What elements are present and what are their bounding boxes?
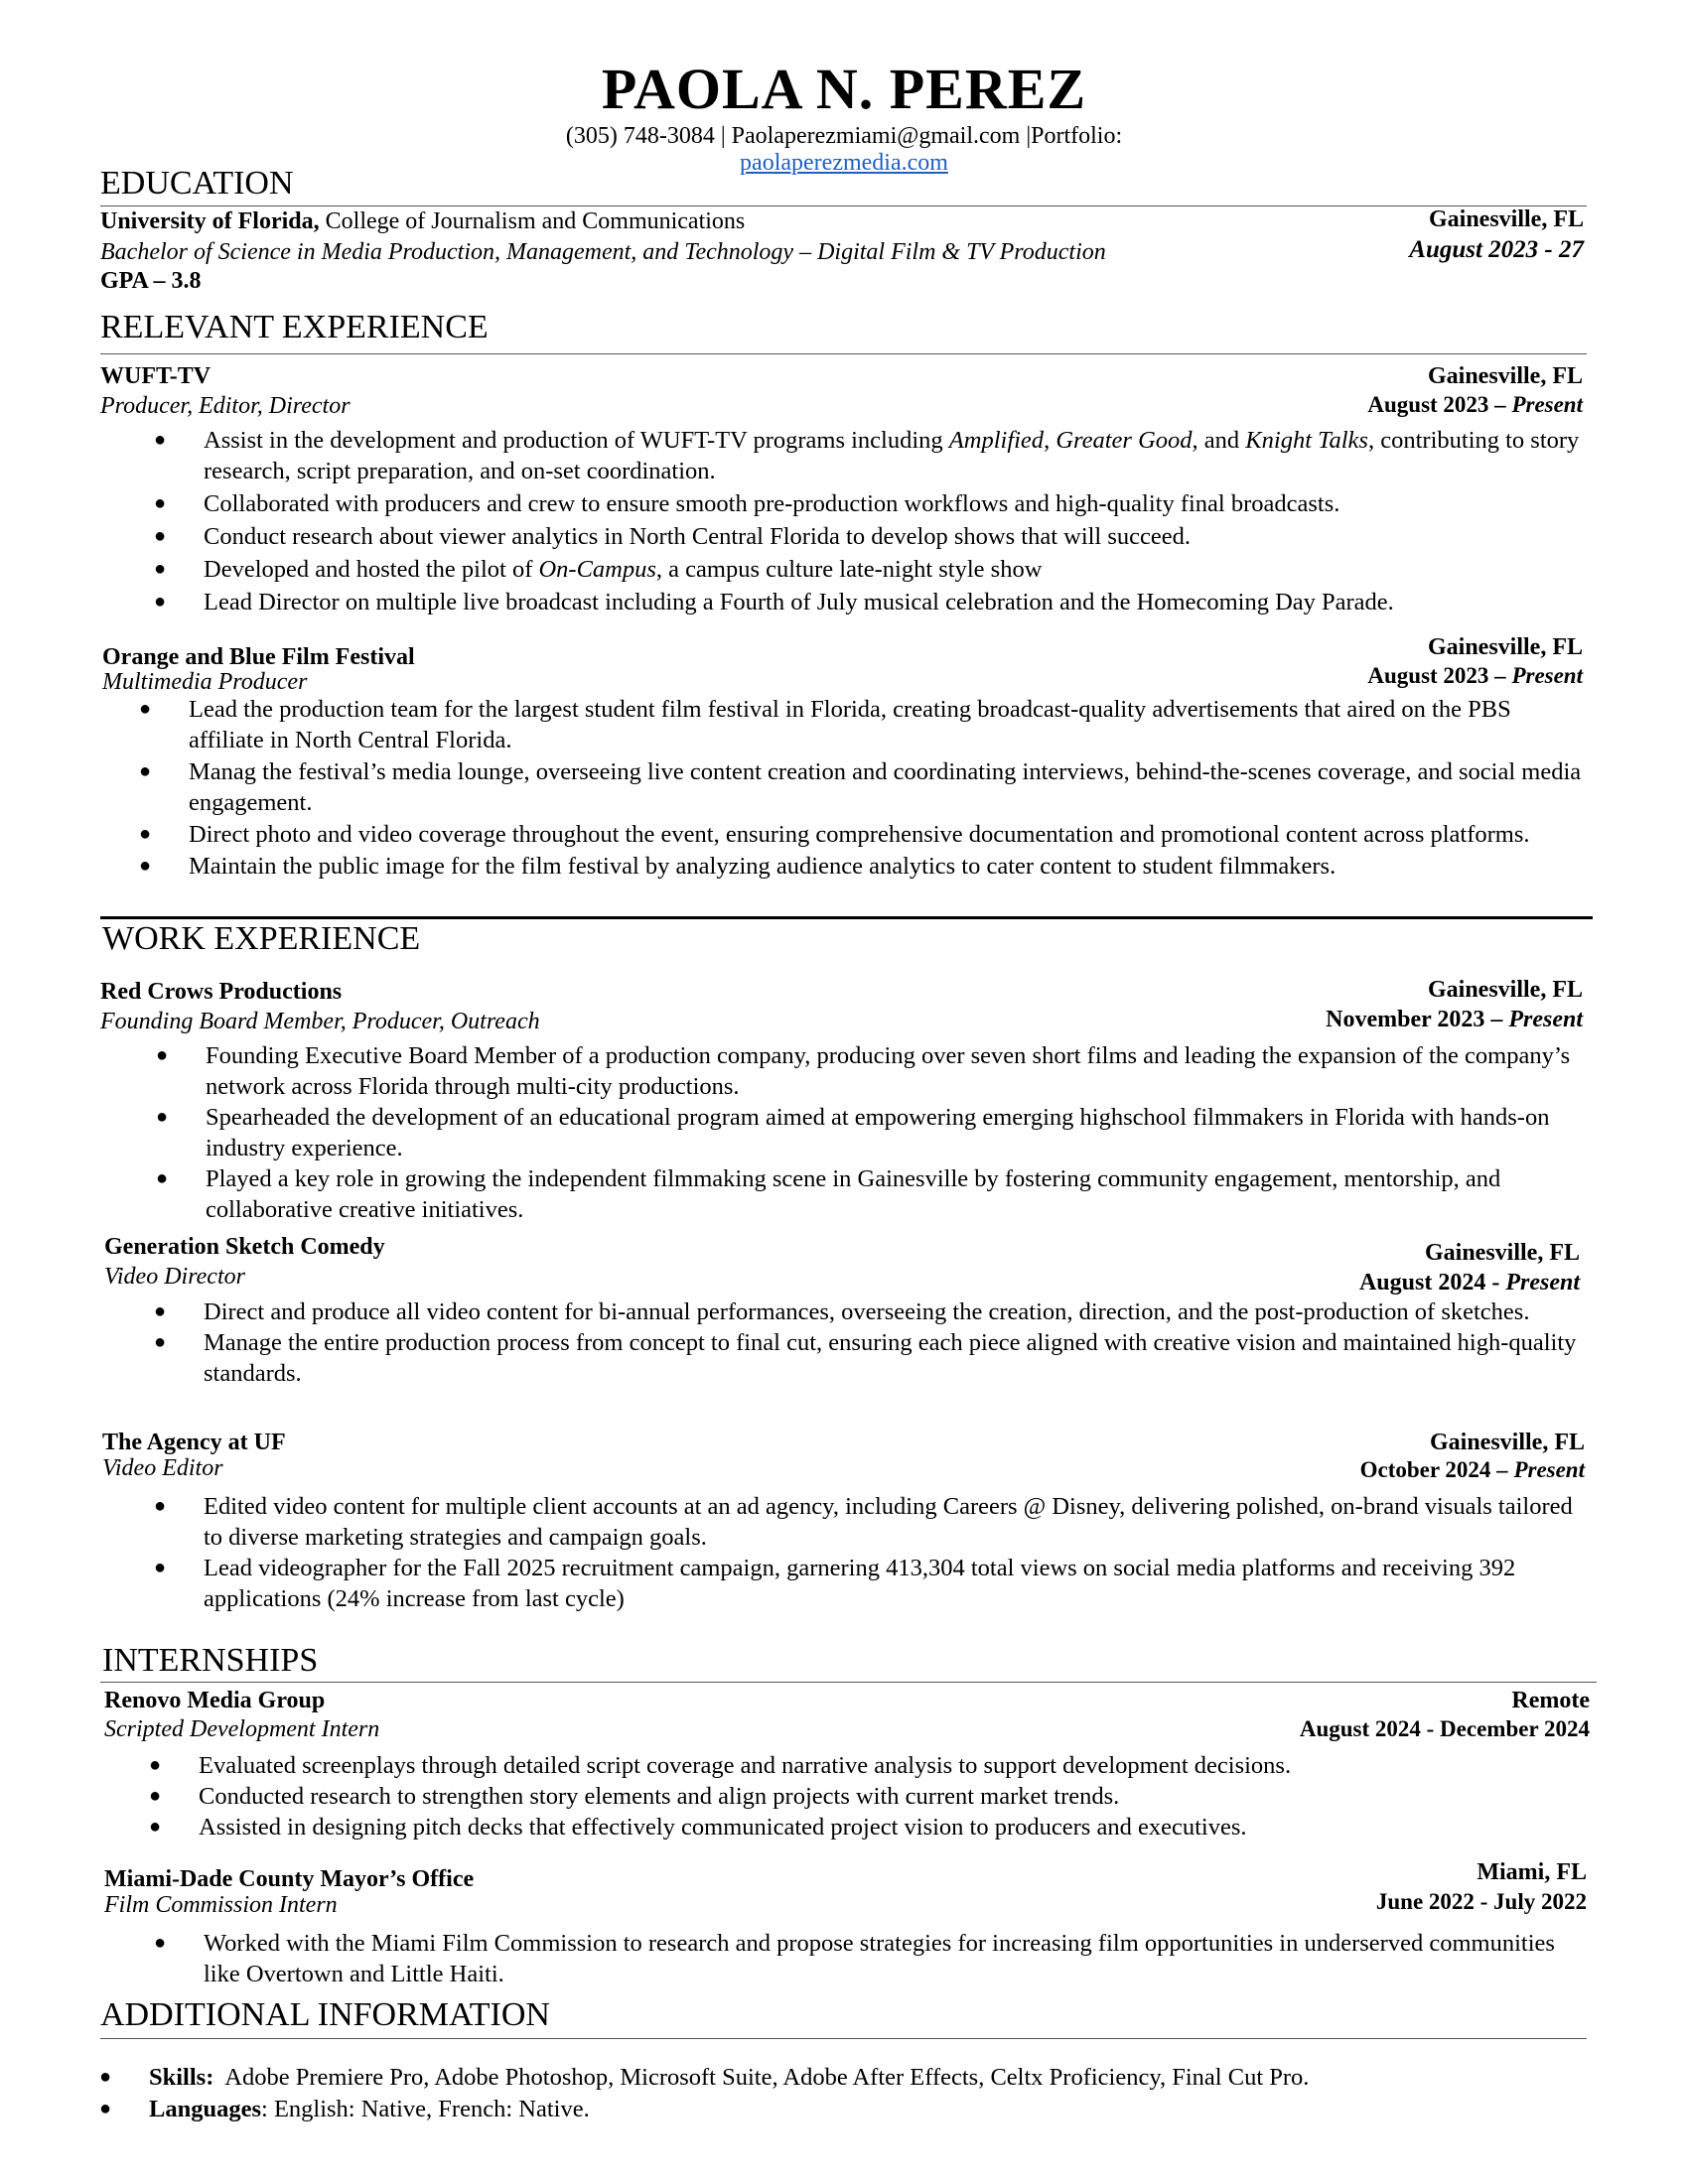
section-title-education: EDUCATION [100, 165, 294, 202]
bullet-icon: ● [139, 760, 152, 782]
job-role-miami: Film Commission Intern [104, 1892, 338, 1918]
list-item: ● Conducted research to strengthen story elements and align projects with current market trends. [149, 1783, 1120, 1810]
bullet-list-agency [154, 1491, 1589, 1614]
list-item: ● Developed and hosted the pilot of On-Campus, a campus culture late-night style show [154, 556, 1043, 583]
bullet-icon: ● [156, 1044, 169, 1066]
section-divider [100, 205, 1587, 206]
education-college: College of Journalism and Communications [319, 208, 746, 234]
list-item: ● Founding Executive Board Member of a production company, producing over seven short films and leading the expansion of the company’s network across Florida through multi-city productions. [156, 1042, 1571, 1100]
section-divider [100, 353, 1587, 354]
education-date: August 2023 - 27 [1409, 236, 1584, 263]
bullet-icon: ● [154, 591, 167, 613]
job-date-gensketch: August 2024 - Present [1358, 1270, 1580, 1296]
bullet-list-oabff [139, 694, 1584, 882]
bullet-list-redcrows [156, 1040, 1596, 1225]
list-item: ● Evaluated screenplays through detailed script coverage and narrative analysis to support development decisions. [149, 1752, 1292, 1779]
languages-label: Languages [149, 2096, 262, 2122]
job-date-agency: October 2024 – Present [1359, 1457, 1585, 1482]
bullet-icon: ● [154, 1932, 167, 1954]
job-location-redcrows: Gainesville, FL [1428, 977, 1583, 1003]
bullet-icon: ● [156, 1106, 169, 1128]
bullet-icon: ● [154, 525, 167, 547]
list-item: ● Lead videographer for the Fall 2025 recruitment campaign, garnering 413,304 total views on social media platforms and receiving 392 applications (24% increase from last cycle) [154, 1555, 1516, 1612]
job-org-miami: Miami-Dade County Mayor’s Office [104, 1866, 475, 1892]
list-item: ● Lead the production team for the largest student film festival in Florida, creating broadcast-quality advertisements that aired on the PBS affiliate in North Central Florida. [139, 696, 1511, 753]
job-org-agency: The Agency at UF [102, 1430, 286, 1455]
bullet-list-gensketch [154, 1297, 1584, 1389]
bullet-icon: ● [154, 1300, 167, 1322]
list-item: ● Assist in the development and production of WUFT-TV programs including Amplified, Greater Good, and Knight Talks, contributing to story research, script preparation, and on-set coordination. [154, 427, 1580, 484]
education-location: Gainesville, FL [1429, 206, 1584, 232]
education-school: University of Florida, [100, 208, 320, 234]
section-title-relevant-experience: RELEVANT EXPERIENCE [100, 309, 489, 345]
job-org-oabff: Orange and Blue Film Festival [102, 644, 415, 670]
bullet-icon: ● [139, 855, 152, 877]
bullet-list-renovo [149, 1750, 1589, 1843]
job-org-wuft: WUFT-TV [100, 363, 211, 389]
section-divider [100, 916, 1593, 919]
bullet-icon: ● [154, 1495, 167, 1517]
bullet-icon: ● [154, 1331, 167, 1353]
job-date-miami: June 2022 - July 2022 [1375, 1889, 1587, 1914]
section-divider [100, 1682, 1597, 1683]
bullet-icon: ● [154, 1557, 167, 1578]
bullet-icon: ● [139, 823, 152, 845]
job-date-wuft: August 2023 – Present [1367, 392, 1583, 417]
bullet-icon: ● [99, 2066, 112, 2088]
education-gpa: GPA – 3.8 [100, 268, 202, 294]
list-item: ● Collaborated with producers and crew to ensure smooth pre-production workflows and high-quality final broadcasts. [154, 490, 1340, 517]
education-school-line [100, 208, 745, 235]
list-item [99, 2062, 1589, 2093]
job-location-miami: Miami, FL [1477, 1859, 1587, 1885]
list-item: ● Manage the entire production process from concept to final cut, ensuring each piece aligned with creative vision and maintained high-quality standards. [154, 1329, 1577, 1387]
list-item: ● Conduct research about viewer analytics in North Central Florida to develop shows that will succeed. [154, 523, 1192, 550]
list-item: ● Assisted in designing pitch decks that effectively communicated project vision to producers and executives. [149, 1814, 1247, 1841]
list-item: ● Maintain the public image for the film festival by analyzing audience analytics to cater content to student filmmakers. [139, 853, 1336, 880]
job-org-gensketch: Generation Sketch Comedy [104, 1234, 385, 1260]
list-item: ● Played a key role in growing the independent filmmaking scene in Gainesville by fostering community engagement, mentorship, and collaborative creative initiatives. [156, 1165, 1501, 1223]
bullet-list-wuft [154, 425, 1584, 617]
job-date-redcrows: November 2023 – Present [1326, 1007, 1583, 1032]
job-location-agency: Gainesville, FL [1430, 1430, 1585, 1455]
list-item: ● Direct photo and video coverage throughout the event, ensuring comprehensive documentation and promotional content across platforms. [139, 821, 1530, 848]
bullet-icon: ● [139, 698, 152, 720]
skills-label: Skills: [149, 2064, 214, 2091]
list-item: ● Lead Director on multiple live broadcast including a Fourth of July musical celebration and the Homecoming Day Parade. [154, 589, 1394, 615]
bullet-icon: ● [156, 1167, 169, 1189]
job-location-gensketch: Gainesville, FL [1425, 1240, 1580, 1266]
bullet-icon: ● [154, 492, 167, 514]
list-item [99, 2094, 1589, 2124]
languages-value: : English: Native, French: Native. [261, 2096, 590, 2122]
bullet-list-miami [154, 1928, 1584, 1989]
job-org-redcrows: Red Crows Productions [100, 979, 343, 1005]
job-location-wuft: Gainesville, FL [1428, 363, 1583, 389]
list-item: ● Manag the festival’s media lounge, overseeing live content creation and coordinating interviews, behind-the-scenes coverage, and social media engagement. [139, 758, 1582, 816]
bullet-icon: ● [149, 1785, 162, 1807]
job-date-oabff: August 2023 – Present [1367, 663, 1583, 688]
job-date-renovo: August 2024 - December 2024 [1299, 1716, 1590, 1741]
bullet-icon: ● [149, 1816, 162, 1838]
job-location-oabff: Gainesville, FL [1428, 634, 1583, 660]
job-location-renovo: Remote [1511, 1688, 1590, 1713]
bullet-icon: ● [154, 558, 167, 580]
job-role-gensketch: Video Director [104, 1264, 245, 1290]
bullet-icon: ● [154, 429, 167, 451]
job-role-oabff: Multimedia Producer [102, 669, 308, 695]
skills-value: Adobe Premiere Pro, Adobe Photoshop, Microsoft Suite, Adobe After Effects, Celtx Proficiency, Final Cut Pro. [213, 2064, 1310, 2091]
bullet-list-additional [99, 2062, 1589, 2124]
bullet-icon: ● [149, 1754, 162, 1776]
education-degree: Bachelor of Science in Media Production, Management, and Technology – Digital Film & TV Production [100, 239, 1106, 265]
job-role-redcrows: Founding Board Member, Producer, Outreach [100, 1009, 540, 1034]
section-title-internships: INTERNSHIPS [102, 1642, 319, 1679]
job-role-agency: Video Editor [102, 1455, 223, 1481]
candidate-name: PAOLA N. PEREZ [601, 57, 1087, 121]
list-item: ● Direct and produce all video content for bi-annual performances, overseeing the creation, direction, and the post-production of sketches. [154, 1298, 1530, 1325]
job-org-renovo: Renovo Media Group [104, 1688, 326, 1713]
portfolio-link[interactable]: paolaperezmedia.com [740, 150, 948, 176]
list-item: ● Spearheaded the development of an educational program aimed at empowering emerging highschool filmmakers in Florida with hands-on industry experience. [156, 1104, 1550, 1161]
bullet-icon: ● [99, 2098, 112, 2119]
contact-line: (305) 748-3084 | Paolaperezmiami@gmail.com |Portfolio: [565, 123, 1123, 149]
section-divider [100, 2038, 1587, 2039]
job-role-renovo: Scripted Development Intern [104, 1716, 380, 1742]
section-title-additional-information: ADDITIONAL INFORMATION [100, 1996, 550, 2033]
list-item: ● Edited video content for multiple client accounts at an ad agency, including Careers @ Disney, delivering polished, on-brand visuals tailored to diverse marketing strategies and campaign goals. [154, 1493, 1573, 1551]
section-title-work-experience: WORK EXPERIENCE [102, 920, 421, 957]
list-item: ● Worked with the Miami Film Commission to research and propose strategies for increasing film opportunities in underserved communities like Overtown and Little Haiti. [154, 1930, 1555, 1987]
job-role-wuft: Producer, Editor, Director [100, 393, 351, 419]
